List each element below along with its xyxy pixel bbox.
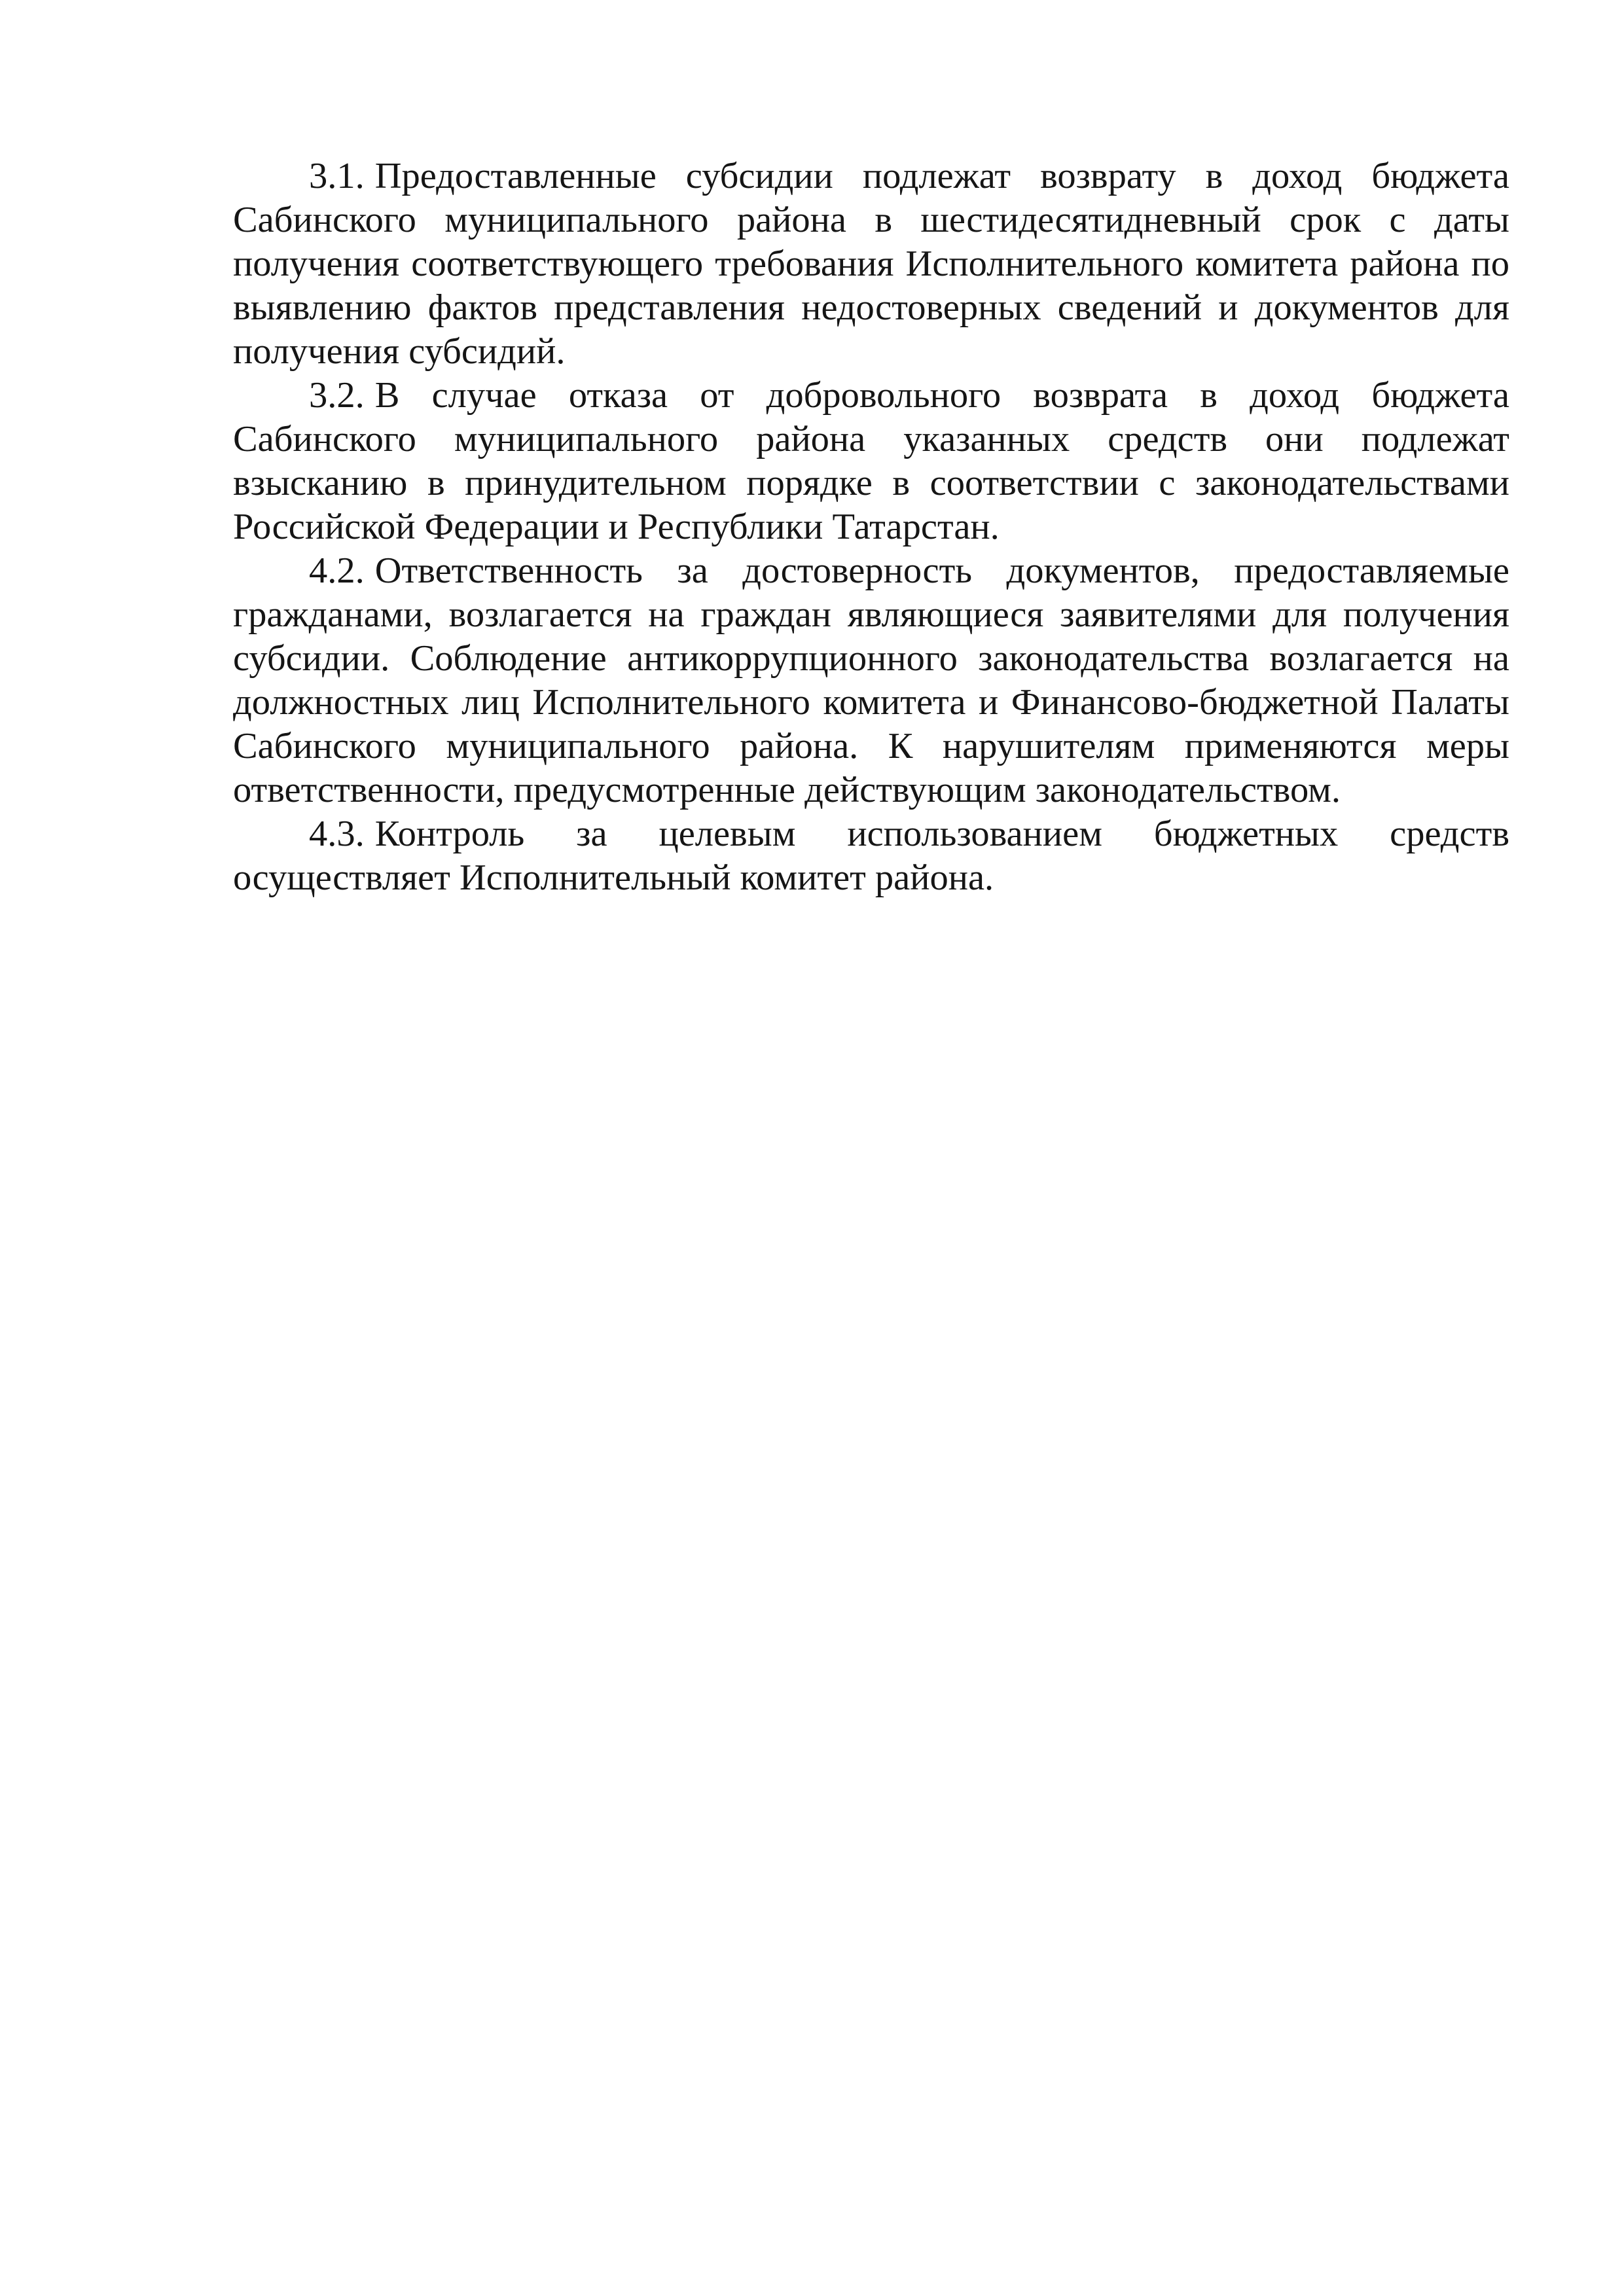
paragraph-number: 4.3. xyxy=(309,814,365,854)
document-body xyxy=(233,154,1509,900)
paragraph-3-2 xyxy=(233,374,1509,549)
paragraph-3-1 xyxy=(233,154,1509,374)
paragraph-text: Ответственность за достоверность документов, предоставляемые гражданами, возлагается на граждан являющиеся заявителями для получения субсидии. Соблюдение антикоррупционного законодательства возлагается на должностных лиц Исполнительного комитета и Финансово-бюджетной Палаты Сабинского муниципального района. К нарушителям применяются меры ответственности, предусмотренные действующим законодательством. xyxy=(233,550,1509,810)
paragraph-number: 4.2. xyxy=(309,550,365,591)
paragraph-text: Контроль за целевым использованием бюджетных средств осуществляет Исполнительный комитет района. xyxy=(233,814,1509,898)
paragraph-4-2 xyxy=(233,549,1509,812)
paragraph-4-3 xyxy=(233,812,1509,900)
paragraph-number: 3.2. xyxy=(309,375,365,416)
paragraph-text: В случае отказа от добровольного возврата в доход бюджета Сабинского муниципального района указанных средств они подлежат взысканию в принудительном порядке в соответствии с законодательствами Российской Федерации и Республики Татарстан. xyxy=(233,375,1509,547)
paragraph-number: 3.1. xyxy=(309,156,365,196)
paragraph-text: Предоставленные субсидии подлежат возврату в доход бюджета Сабинского муниципального района в шестидесятидневный срок с даты получения соответствующего требования Исполнительного комитета района по выявлению фактов представления недостоверных сведений и документов для получения субсидий. xyxy=(233,156,1509,372)
